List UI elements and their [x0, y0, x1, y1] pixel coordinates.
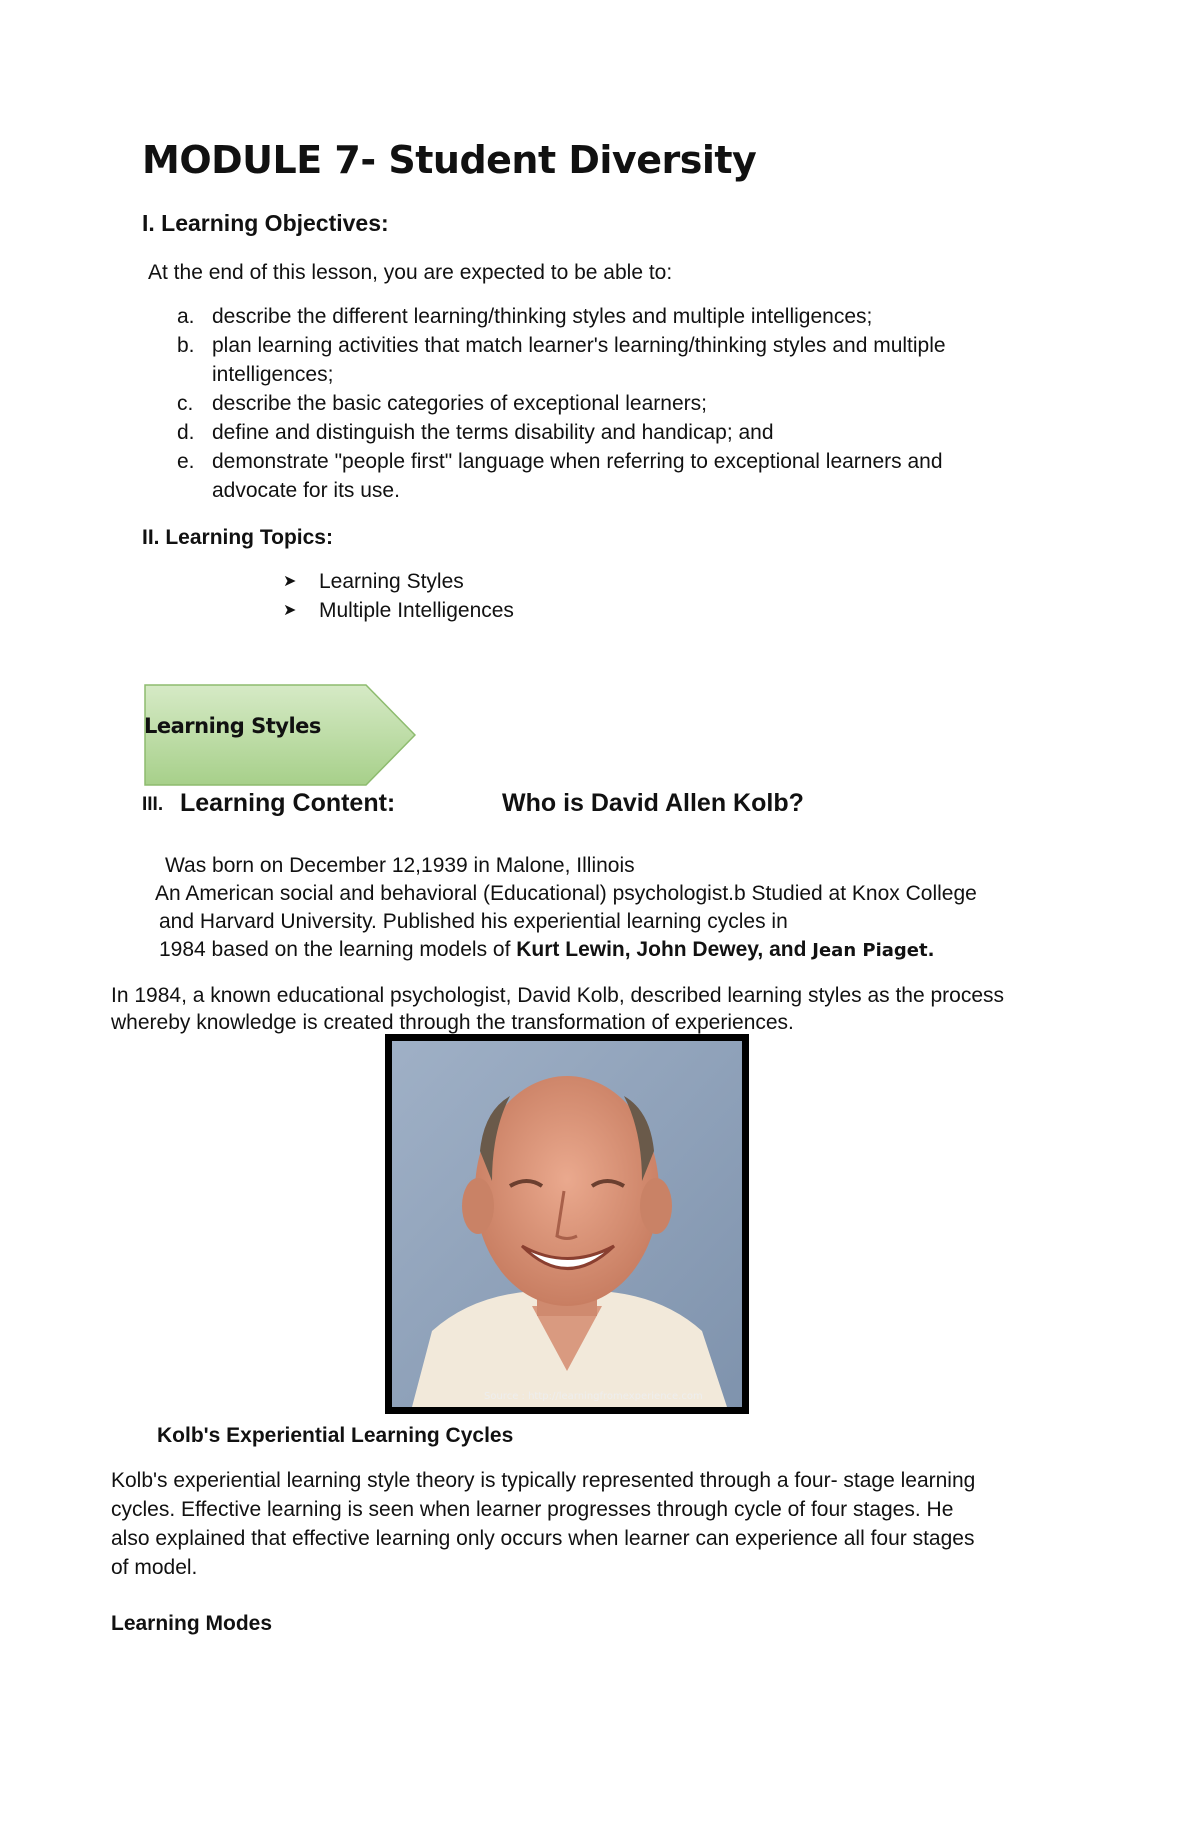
page-title: MODULE 7- Student Diversity: [142, 138, 757, 182]
cycles-heading: Kolb's Experiential Learning Cycles: [157, 1424, 514, 1447]
objective-item: d. define and distinguish the terms disability and handicap; and: [177, 421, 774, 444]
objective-item: e. demonstrate "people first" language when referring to exceptional learners and advocate for its use.: [177, 450, 943, 502]
banner-label: Learning Styles: [144, 714, 321, 738]
kolb-question: Who is David Allen Kolb?: [502, 789, 804, 817]
paragraph-line: cycles. Effective learning is seen when learner progresses through cycle of four stages. He: [111, 1498, 954, 1521]
content-heading: Learning Content:: [180, 789, 396, 817]
objectives-heading: I. Learning Objectives:: [142, 210, 389, 236]
paragraph-line: Kolb's experiential learning style theory is typically represented through a four- stage learning: [111, 1469, 976, 1492]
topic-item: ➤ Learning Styles: [283, 567, 514, 596]
objective-item: a. describe the different learning/thinking styles and multiple intelligences;: [177, 305, 873, 328]
arrow-bullet-icon: ➤: [283, 602, 297, 619]
topic-item: ➤ Multiple Intelligences: [283, 596, 514, 625]
paragraph-line: whereby knowledge is created through the transformation of experiences.: [111, 1011, 794, 1034]
modes-heading: Learning Modes: [111, 1612, 273, 1635]
bio-line: An American social and behavioral (Educational) psychologist.b Studied at Knox College: [155, 882, 977, 905]
bio-line: and Harvard University. Published his experiential learning cycles in: [159, 910, 788, 933]
content-numeral: III.: [142, 794, 164, 815]
topics-heading: II. Learning Topics:: [142, 526, 333, 549]
paragraph-line: also explained that effective learning only occurs when learner can experience all four stages: [111, 1527, 975, 1550]
objective-item: c. describe the basic categories of exceptional learners;: [177, 392, 707, 415]
topics-list: [283, 567, 514, 625]
photo-source: Source : http://learningfromexperience.com: [484, 1391, 703, 1402]
objectives-list: [172, 302, 1052, 505]
bio-line: Was born on December 12,1939 in Malone, Illinois: [165, 854, 635, 877]
bio-line: 1984 based on the learning models of Kurt Lewin, John Dewey, and Jean Piaget.: [159, 938, 935, 961]
objective-item: b. plan learning activities that match learner's learning/thinking styles and multiple intelligences;: [177, 334, 946, 386]
paragraph-line: of model.: [111, 1556, 198, 1579]
objectives-intro: At the end of this lesson, you are expected to be able to:: [148, 261, 673, 284]
paragraph-line: In 1984, a known educational psychologist, David Kolb, described learning styles as the process: [111, 984, 1005, 1007]
kolb-portrait: [392, 1041, 742, 1407]
arrow-bullet-icon: ➤: [283, 573, 297, 590]
